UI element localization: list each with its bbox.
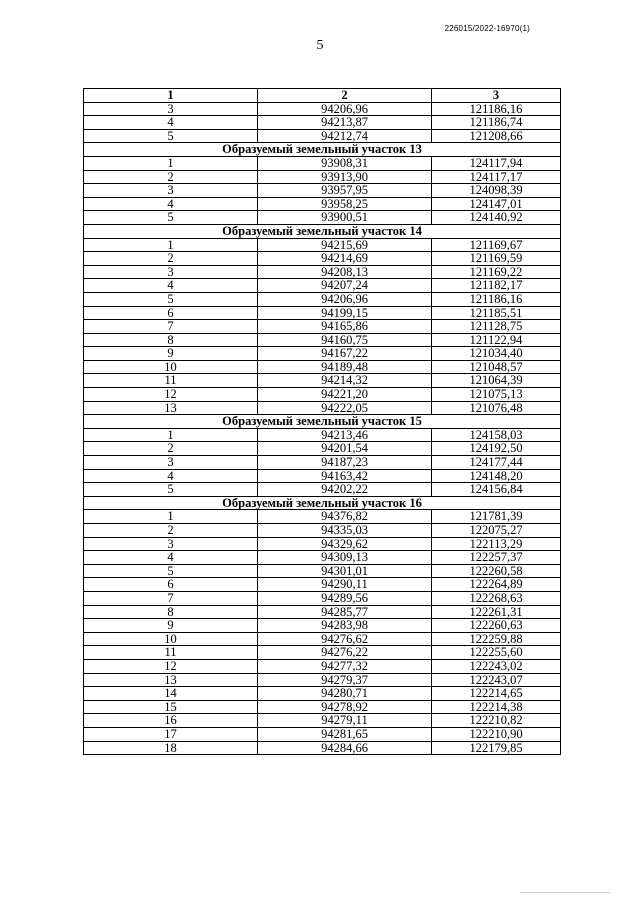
y-coordinate-cell: 121169,67 bbox=[432, 238, 561, 252]
y-coordinate-cell: 124147,01 bbox=[432, 197, 561, 211]
table-row bbox=[84, 320, 561, 334]
y-coordinate-cell: 122260,63 bbox=[432, 619, 561, 633]
document-id: 226015/2022-16970(1) bbox=[444, 24, 530, 33]
y-coordinate-cell: 121075,13 bbox=[432, 388, 561, 402]
table-row bbox=[84, 347, 561, 361]
table-row bbox=[84, 524, 561, 538]
x-coordinate-cell: 93957,95 bbox=[258, 184, 432, 198]
x-coordinate-cell: 94279,37 bbox=[258, 673, 432, 687]
y-coordinate-cell: 121186,74 bbox=[432, 116, 561, 130]
y-coordinate-cell: 121208,66 bbox=[432, 129, 561, 143]
y-coordinate-cell: 122210,90 bbox=[432, 727, 561, 741]
table-row bbox=[84, 551, 561, 565]
x-coordinate-cell: 94167,22 bbox=[258, 347, 432, 361]
table-row bbox=[84, 238, 561, 252]
table-row bbox=[84, 456, 561, 470]
x-coordinate-cell: 94221,20 bbox=[258, 388, 432, 402]
column-header-y: 3 bbox=[432, 89, 561, 103]
y-coordinate-cell: 122214,38 bbox=[432, 700, 561, 714]
point-number-cell: 10 bbox=[84, 360, 258, 374]
y-coordinate-cell: 122268,63 bbox=[432, 591, 561, 605]
x-coordinate-cell: 94160,75 bbox=[258, 333, 432, 347]
point-number-cell: 1 bbox=[84, 238, 258, 252]
table-row bbox=[84, 211, 561, 225]
x-coordinate-cell: 94207,24 bbox=[258, 279, 432, 293]
table-row bbox=[84, 184, 561, 198]
point-number-cell: 2 bbox=[84, 442, 258, 456]
section-title-row bbox=[84, 415, 561, 429]
point-number-cell: 2 bbox=[84, 170, 258, 184]
table-row bbox=[84, 116, 561, 130]
section-title: Образуемый земельный участок 14 bbox=[84, 224, 561, 238]
y-coordinate-cell: 124192,50 bbox=[432, 442, 561, 456]
y-coordinate-cell: 121169,22 bbox=[432, 265, 561, 279]
y-coordinate-cell: 121034,40 bbox=[432, 347, 561, 361]
y-coordinate-cell: 122075,27 bbox=[432, 524, 561, 538]
x-coordinate-cell: 94309,13 bbox=[258, 551, 432, 565]
y-coordinate-cell: 122257,37 bbox=[432, 551, 561, 565]
point-number-cell: 11 bbox=[84, 646, 258, 660]
y-coordinate-cell: 122243,02 bbox=[432, 659, 561, 673]
y-coordinate-cell: 122260,58 bbox=[432, 564, 561, 578]
table-row bbox=[84, 714, 561, 728]
point-number-cell: 3 bbox=[84, 456, 258, 470]
table-row bbox=[84, 442, 561, 456]
x-coordinate-cell: 94276,62 bbox=[258, 632, 432, 646]
table-row bbox=[84, 401, 561, 415]
point-number-cell: 15 bbox=[84, 700, 258, 714]
point-number-cell: 5 bbox=[84, 211, 258, 225]
point-number-cell: 7 bbox=[84, 591, 258, 605]
x-coordinate-cell: 94290,11 bbox=[258, 578, 432, 592]
point-number-cell: 6 bbox=[84, 306, 258, 320]
table-row bbox=[84, 388, 561, 402]
x-coordinate-cell: 94199,15 bbox=[258, 306, 432, 320]
table-row bbox=[84, 252, 561, 266]
x-coordinate-cell: 94329,62 bbox=[258, 537, 432, 551]
point-number-cell: 9 bbox=[84, 619, 258, 633]
table-row bbox=[84, 156, 561, 170]
point-number-cell: 4 bbox=[84, 551, 258, 565]
x-coordinate-cell: 94285,77 bbox=[258, 605, 432, 619]
x-coordinate-cell: 93908,31 bbox=[258, 156, 432, 170]
point-number-cell: 2 bbox=[84, 524, 258, 538]
x-coordinate-cell: 94187,23 bbox=[258, 456, 432, 470]
y-coordinate-cell: 124158,03 bbox=[432, 428, 561, 442]
point-number-cell: 4 bbox=[84, 279, 258, 293]
point-number-cell: 7 bbox=[84, 320, 258, 334]
section-title: Образуемый земельный участок 13 bbox=[84, 143, 561, 157]
y-coordinate-cell: 122255,60 bbox=[432, 646, 561, 660]
x-coordinate-cell: 94202,22 bbox=[258, 483, 432, 497]
table-row bbox=[84, 700, 561, 714]
table-row bbox=[84, 102, 561, 116]
point-number-cell: 4 bbox=[84, 116, 258, 130]
point-number-cell: 4 bbox=[84, 197, 258, 211]
table-row bbox=[84, 632, 561, 646]
y-coordinate-cell: 121186,16 bbox=[432, 102, 561, 116]
section-title-row bbox=[84, 496, 561, 510]
table-row bbox=[84, 646, 561, 660]
y-coordinate-cell: 121781,39 bbox=[432, 510, 561, 524]
table-row bbox=[84, 619, 561, 633]
x-coordinate-cell: 94278,92 bbox=[258, 700, 432, 714]
point-number-cell: 1 bbox=[84, 428, 258, 442]
table-row bbox=[84, 591, 561, 605]
column-header-x: 2 bbox=[258, 89, 432, 103]
table-row bbox=[84, 727, 561, 741]
y-coordinate-cell: 124117,17 bbox=[432, 170, 561, 184]
point-number-cell: 3 bbox=[84, 265, 258, 279]
x-coordinate-cell: 94215,69 bbox=[258, 238, 432, 252]
x-coordinate-cell: 94277,32 bbox=[258, 659, 432, 673]
x-coordinate-cell: 94279,11 bbox=[258, 714, 432, 728]
point-number-cell: 5 bbox=[84, 564, 258, 578]
x-coordinate-cell: 94208,13 bbox=[258, 265, 432, 279]
y-coordinate-cell: 124148,20 bbox=[432, 469, 561, 483]
table-row bbox=[84, 510, 561, 524]
x-coordinate-cell: 94163,42 bbox=[258, 469, 432, 483]
point-number-cell: 3 bbox=[84, 537, 258, 551]
point-number-cell: 11 bbox=[84, 374, 258, 388]
y-coordinate-cell: 122210,82 bbox=[432, 714, 561, 728]
x-coordinate-cell: 94214,69 bbox=[258, 252, 432, 266]
page-number: 5 bbox=[316, 38, 324, 53]
table-row bbox=[84, 469, 561, 483]
section-title-row bbox=[84, 224, 561, 238]
x-coordinate-cell: 93900,51 bbox=[258, 211, 432, 225]
table-row bbox=[84, 483, 561, 497]
point-number-cell: 12 bbox=[84, 659, 258, 673]
y-coordinate-cell: 121128,75 bbox=[432, 320, 561, 334]
point-number-cell: 6 bbox=[84, 578, 258, 592]
table-row bbox=[84, 279, 561, 293]
x-coordinate-cell: 94289,56 bbox=[258, 591, 432, 605]
point-number-cell: 12 bbox=[84, 388, 258, 402]
table-header-row bbox=[84, 89, 561, 103]
y-coordinate-cell: 122259,88 bbox=[432, 632, 561, 646]
point-number-cell: 3 bbox=[84, 184, 258, 198]
point-number-cell: 8 bbox=[84, 605, 258, 619]
x-coordinate-cell: 94213,87 bbox=[258, 116, 432, 130]
y-coordinate-cell: 122243,07 bbox=[432, 673, 561, 687]
y-coordinate-cell: 124140,92 bbox=[432, 211, 561, 225]
x-coordinate-cell: 94281,65 bbox=[258, 727, 432, 741]
y-coordinate-cell: 121064,39 bbox=[432, 374, 561, 388]
x-coordinate-cell: 94276,22 bbox=[258, 646, 432, 660]
point-number-cell: 18 bbox=[84, 741, 258, 755]
point-number-cell: 13 bbox=[84, 401, 258, 415]
point-number-cell: 5 bbox=[84, 129, 258, 143]
x-coordinate-cell: 94283,98 bbox=[258, 619, 432, 633]
table-row bbox=[84, 741, 561, 755]
x-coordinate-cell: 94206,96 bbox=[258, 292, 432, 306]
table-row bbox=[84, 578, 561, 592]
x-coordinate-cell: 94201,54 bbox=[258, 442, 432, 456]
point-number-cell: 13 bbox=[84, 673, 258, 687]
table-row bbox=[84, 605, 561, 619]
point-number-cell: 14 bbox=[84, 687, 258, 701]
y-coordinate-cell: 122214,65 bbox=[432, 687, 561, 701]
table-row bbox=[84, 687, 561, 701]
coordinates-table bbox=[83, 88, 561, 755]
x-coordinate-cell: 94213,46 bbox=[258, 428, 432, 442]
x-coordinate-cell: 94284,66 bbox=[258, 741, 432, 755]
point-number-cell: 3 bbox=[84, 102, 258, 116]
y-coordinate-cell: 121122,94 bbox=[432, 333, 561, 347]
y-coordinate-cell: 121048,57 bbox=[432, 360, 561, 374]
table-row bbox=[84, 673, 561, 687]
x-coordinate-cell: 94222,05 bbox=[258, 401, 432, 415]
column-header-number: 1 bbox=[84, 89, 258, 103]
point-number-cell: 8 bbox=[84, 333, 258, 347]
table-row bbox=[84, 659, 561, 673]
y-coordinate-cell: 124098,39 bbox=[432, 184, 561, 198]
point-number-cell: 4 bbox=[84, 469, 258, 483]
x-coordinate-cell: 94376,82 bbox=[258, 510, 432, 524]
section-title: Образуемый земельный участок 15 bbox=[84, 415, 561, 429]
y-coordinate-cell: 121186,16 bbox=[432, 292, 561, 306]
table-row bbox=[84, 306, 561, 320]
point-number-cell: 2 bbox=[84, 252, 258, 266]
point-number-cell: 1 bbox=[84, 510, 258, 524]
point-number-cell: 16 bbox=[84, 714, 258, 728]
table-row bbox=[84, 129, 561, 143]
table-row bbox=[84, 564, 561, 578]
point-number-cell: 5 bbox=[84, 292, 258, 306]
table-row bbox=[84, 292, 561, 306]
y-coordinate-cell: 121185,51 bbox=[432, 306, 561, 320]
point-number-cell: 10 bbox=[84, 632, 258, 646]
table-row bbox=[84, 197, 561, 211]
y-coordinate-cell: 121182,17 bbox=[432, 279, 561, 293]
point-number-cell: 9 bbox=[84, 347, 258, 361]
x-coordinate-cell: 93958,25 bbox=[258, 197, 432, 211]
x-coordinate-cell: 94301,01 bbox=[258, 564, 432, 578]
x-coordinate-cell: 94214,32 bbox=[258, 374, 432, 388]
table-row bbox=[84, 374, 561, 388]
table-row bbox=[84, 428, 561, 442]
footer-divider bbox=[520, 892, 610, 893]
coordinates-table-body bbox=[84, 89, 561, 755]
y-coordinate-cell: 122113,29 bbox=[432, 537, 561, 551]
x-coordinate-cell: 94280,71 bbox=[258, 687, 432, 701]
x-coordinate-cell: 94189,48 bbox=[258, 360, 432, 374]
table-row bbox=[84, 360, 561, 374]
x-coordinate-cell: 93913,90 bbox=[258, 170, 432, 184]
x-coordinate-cell: 94206,96 bbox=[258, 102, 432, 116]
y-coordinate-cell: 124117,94 bbox=[432, 156, 561, 170]
table-row bbox=[84, 333, 561, 347]
y-coordinate-cell: 124156,84 bbox=[432, 483, 561, 497]
y-coordinate-cell: 124177,44 bbox=[432, 456, 561, 470]
point-number-cell: 1 bbox=[84, 156, 258, 170]
y-coordinate-cell: 122264,89 bbox=[432, 578, 561, 592]
point-number-cell: 17 bbox=[84, 727, 258, 741]
x-coordinate-cell: 94335,03 bbox=[258, 524, 432, 538]
section-title-row bbox=[84, 143, 561, 157]
table-row bbox=[84, 170, 561, 184]
y-coordinate-cell: 121076,48 bbox=[432, 401, 561, 415]
y-coordinate-cell: 121169,59 bbox=[432, 252, 561, 266]
table-row bbox=[84, 537, 561, 551]
y-coordinate-cell: 122179,85 bbox=[432, 741, 561, 755]
point-number-cell: 5 bbox=[84, 483, 258, 497]
table-row bbox=[84, 265, 561, 279]
y-coordinate-cell: 122261,31 bbox=[432, 605, 561, 619]
section-title: Образуемый земельный участок 16 bbox=[84, 496, 561, 510]
x-coordinate-cell: 94165,86 bbox=[258, 320, 432, 334]
x-coordinate-cell: 94212,74 bbox=[258, 129, 432, 143]
